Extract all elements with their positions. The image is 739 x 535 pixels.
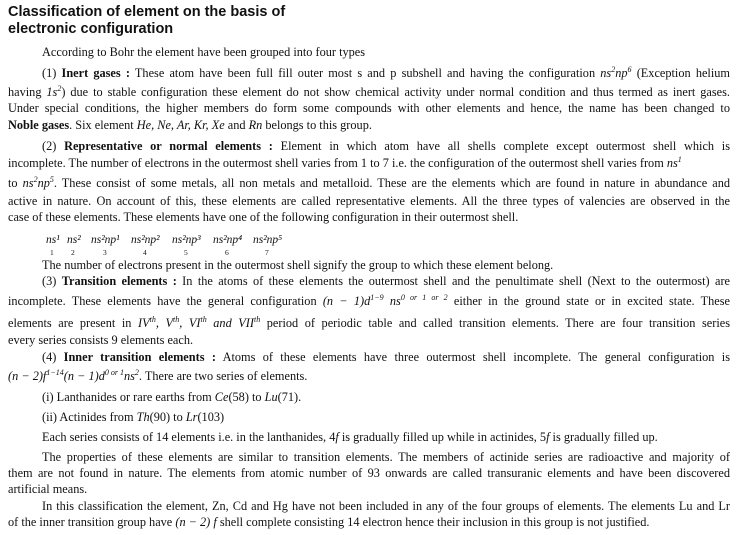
actinides-item: (ii) Actinides from Th(90) to Lr(103)	[42, 410, 225, 424]
inner-line-2: $(n - 2)f^{1-14}(n - 1)d^{0 or 1}ns^2$. There are two series of elements.	[8, 368, 308, 383]
trans-heading: Transition elements :	[61, 274, 177, 288]
config-item: ns²np⁵	[253, 234, 283, 246]
config-item: ns²np³	[172, 234, 201, 246]
config-group: 3	[103, 248, 107, 257]
inner-line-1: (4) Inner transition elements : Atoms of these elements have three outermost shell incomplete. The general configuration is	[42, 350, 730, 364]
rep-heading: Representative or normal elements :	[64, 139, 273, 153]
series-note: Each series consists of 14 elements i.e. in the lanthanides, 4f is gradually filled up while in actinides, 5f is gradually filled up.	[42, 430, 658, 444]
config-group: 1	[50, 248, 54, 257]
rep-line-4: active in nature. On account of this, these elements are called representative elements. All the three types of valencies are observed in the	[8, 194, 730, 208]
intro-paragraph: According to Bohr the element have been grouped into four types	[42, 45, 366, 59]
config-group: 2	[71, 248, 75, 257]
inert-line-4: Noble gases. Six element He, Ne, Ar, Kr, Xe and Rn belongs to this group.	[8, 118, 372, 132]
lanthanides-item: (i) Lanthanides or rare earths from Ce(58) to Lu(71).	[42, 390, 302, 404]
config-group: 4	[143, 248, 147, 257]
title-line-1: Classification of element on the basis of	[8, 4, 286, 20]
closing-line-1: In this classification the element, Zn, Cd and Hg have not been included in any of the four groups of elements. The elements Lu and Lr	[42, 499, 730, 513]
inner-heading: Inner transition elements :	[63, 350, 216, 364]
rep-line-3: to $ns^2np^5$. These consist of some metals, all non metals and metalloid. These are the elements which are found in nature in abundance and	[8, 175, 730, 190]
inert-line-1: (1) Inert gases : These atom have been full fill outer most s and p subshell and having the configuration $ns^2np^6$ (Exception helium	[42, 65, 730, 80]
config-group: 6	[225, 248, 229, 257]
inert-line-2: having $1s^2$) due to stable configuration these element do not show chemical activity under normal condition and thus termed as inert gases.	[8, 84, 730, 99]
config-item: ns¹	[46, 234, 60, 246]
trans-line-1: (3) Transition elements : In the atoms of these elements the outermost shell and the penultimate shell (Next to the outermost) are	[42, 274, 730, 288]
title-line-2: electronic configuration	[8, 21, 174, 37]
trans-line-3: elements are present in IVth, Vth, VIth and VIIth period of periodic table and called transition elements. There are four transition series	[8, 315, 731, 330]
rep-line-2: incomplete. The number of electrons in the outermost shell varies from 1 to 7 i.e. the configuration of the outermost shell varies from $ns^1$	[8, 155, 682, 170]
noble-gases-term: Noble gases	[8, 118, 70, 132]
trans-line-4: every series consists 9 elements each.	[8, 333, 194, 347]
closing-line-2: of the inner transition group have (n − 2) f shell complete consisting 14 electron hence their inclusion in this group is not justified.	[8, 515, 650, 529]
trans-line-2: incomplete. These elements have the general configuration $(n - 1)d^{1-9}$ $ns^{0 or 1 or 2}$ either in the ground state or in excited state. These	[8, 293, 730, 308]
props-line-1: The properties of these elements are similar to transition elements. The members of actinide series are radioactive and majority of	[42, 450, 730, 464]
rep-group-note: The number of electrons present in the outermost shell signify the group to which these element belong.	[42, 258, 554, 272]
inert-line-3: Under special conditions, the higher members do form some compounds with other elements and hence, the name has been changed to	[8, 101, 730, 115]
config-item: ns²np¹	[91, 234, 120, 246]
config-group: 7	[265, 248, 269, 257]
props-line-3: artificial means.	[8, 482, 88, 496]
section-title	[8, 4, 408, 38]
rep-line-1: (2) Representative or normal elements : Element in which atom have all shells complete except outermost shell which is	[42, 139, 730, 153]
config-group: 5	[184, 248, 188, 257]
config-item: ns²np⁴	[213, 234, 243, 246]
rep-line-5: case of these elements. These elements have one of the following configuration in their outermost shell.	[8, 210, 519, 224]
inert-heading: Inert gases :	[61, 66, 130, 80]
props-line-2: them are not found in nature. The elements from atomic number of 93 onwards are called transuranic elements and have been discovered	[8, 466, 730, 480]
config-item: ns²np²	[131, 234, 160, 246]
config-item: ns²	[67, 234, 81, 246]
